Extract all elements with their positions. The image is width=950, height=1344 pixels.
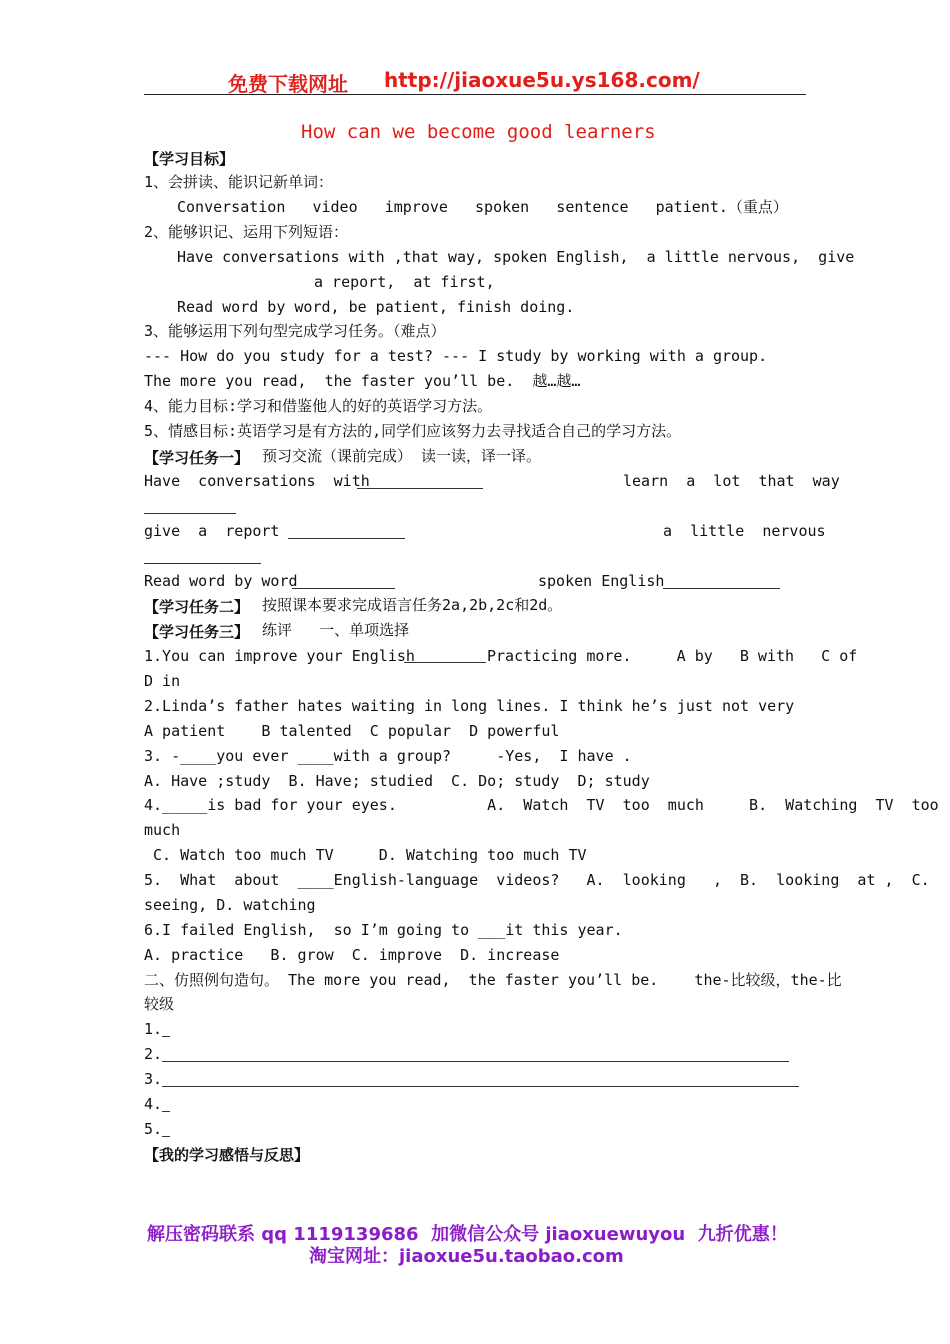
- objective-3-sentence-1: --- How do you study for a test? --- I study by working with a group.: [144, 347, 768, 365]
- task1-phrase-4: a little nervous: [663, 522, 826, 540]
- objective-2-phrases-c: Read word by word, be patient, finish doing.: [177, 298, 575, 316]
- part2-instruction: 二、仿照例句造句。 The more you read, the faster you’ll be. the-比较级，the-比: [144, 971, 842, 989]
- answer-blank-2[interactable]: [144, 513, 236, 514]
- question-6: 6.I failed English, so I’m going to ___it this year.: [144, 921, 623, 939]
- sentence-number-5: 5.: [144, 1120, 163, 1138]
- reflection-heading: 【我的学习感悟与反思】: [144, 1146, 310, 1164]
- footer-contact: 解压密码联系 qq 1119139686 加微信公众号 jiaoxuewuyou 九折优惠！: [147, 1224, 788, 1245]
- objective-3: 3、能够运用下列句型完成学习任务。（难点）: [144, 322, 446, 340]
- task1-instruction: 预习交流（课前完成） 读一读，译一译。: [262, 447, 542, 465]
- task1-phrase-3: give a report: [144, 522, 280, 540]
- task3-instruction: 练评 一、单项选择: [262, 621, 410, 639]
- question-4: 4._____is bad for your eyes. A. Watch TV too much B. Watching TV too: [144, 796, 939, 814]
- question-4-options: C. Watch too much TV D. Watching too much TV: [144, 846, 587, 864]
- question-1-option-d: D in: [144, 672, 181, 690]
- question-4-wrap: much: [144, 821, 181, 839]
- sentence-number-4: 4.: [144, 1095, 163, 1113]
- question-5-wrap: seeing, D. watching: [144, 896, 316, 914]
- sentence-line-1[interactable]: [162, 1036, 170, 1037]
- sentence-line-2[interactable]: [162, 1061, 789, 1062]
- header-divider: [144, 94, 806, 95]
- sentence-line-5[interactable]: [162, 1136, 170, 1137]
- question-1-options: Practicing more. A by B with C of: [487, 647, 858, 665]
- objective-1: 1、会拼读、能识记新单词：: [144, 173, 334, 191]
- question-2: 2.Linda’s father hates waiting in long lines. I think he’s just not very: [144, 697, 795, 715]
- objective-2-phrases-a: Have conversations with ,that way, spoken English, a little nervous, give: [177, 248, 855, 266]
- task1-phrase-6: spoken English: [538, 572, 665, 590]
- question-1-blank[interactable]: [404, 662, 486, 663]
- question-1: 1.You can improve your English: [144, 647, 415, 665]
- footer-shop-url[interactable]: 淘宝网址：jiaoxue5u.taobao.com: [309, 1246, 624, 1267]
- header-label: 免费下载网址: [228, 72, 348, 96]
- sentence-number-2: 2.: [144, 1045, 163, 1063]
- answer-blank-1[interactable]: [357, 488, 483, 489]
- header-url-link[interactable]: http://jiaoxue5u.ys168.com/: [384, 68, 700, 92]
- task3-heading: 【学习任务三】: [144, 623, 250, 641]
- task1-heading: 【学习任务一】: [144, 449, 250, 467]
- task1-phrase-5: Read word by word: [144, 572, 298, 590]
- question-5: 5. What about ____English-language videos? A. looking , B. looking at , C.: [144, 871, 930, 889]
- sentence-line-3[interactable]: [162, 1086, 799, 1087]
- objective-2: 2、能够识记、运用下列短语：: [144, 223, 349, 241]
- task2-instruction: 按照课本要求完成语言任务2a,2b,2c和2d。: [262, 596, 563, 614]
- question-2-options: A patient B talented C popular D powerful: [144, 722, 560, 740]
- task1-phrase-2: learn a lot that way: [623, 472, 840, 490]
- objective-1-words: Conversation video improve spoken sentence patient.（重点）: [177, 198, 788, 216]
- answer-blank-5[interactable]: [292, 588, 395, 589]
- objective-3-sentence-2: The more you read, the faster you’ll be. 越…越…: [144, 372, 581, 390]
- objective-5: 5、情感目标:英语学习是有方法的,同学们应该努力去寻找适合自己的学习方法。: [144, 422, 682, 440]
- task1-phrase-1: Have conversations with: [144, 472, 370, 490]
- question-6-options: A. practice B. grow C. improve D. increase: [144, 946, 560, 964]
- sentence-line-4[interactable]: [162, 1111, 170, 1112]
- task2-heading: 【学习任务二】: [144, 598, 250, 616]
- objective-2-phrases-b: a report, at first,: [314, 273, 495, 291]
- objective-4: 4、能力目标:学习和借鉴他人的好的英语学习方法。: [144, 397, 493, 415]
- question-3-options: A. Have ;study B. Have; studied C. Do; study D; study: [144, 772, 650, 790]
- page-title: How can we become good learners: [301, 121, 656, 143]
- answer-blank-3[interactable]: [288, 538, 405, 539]
- objectives-heading: 【学习目标】: [144, 150, 235, 168]
- part2-instruction-wrap: 较级: [144, 995, 175, 1013]
- answer-blank-4[interactable]: [144, 563, 261, 564]
- question-3: 3. -____you ever ____with a group? -Yes, I have .: [144, 747, 632, 765]
- answer-blank-6[interactable]: [663, 588, 780, 589]
- sentence-number-1: 1.: [144, 1020, 163, 1038]
- sentence-number-3: 3.: [144, 1070, 163, 1088]
